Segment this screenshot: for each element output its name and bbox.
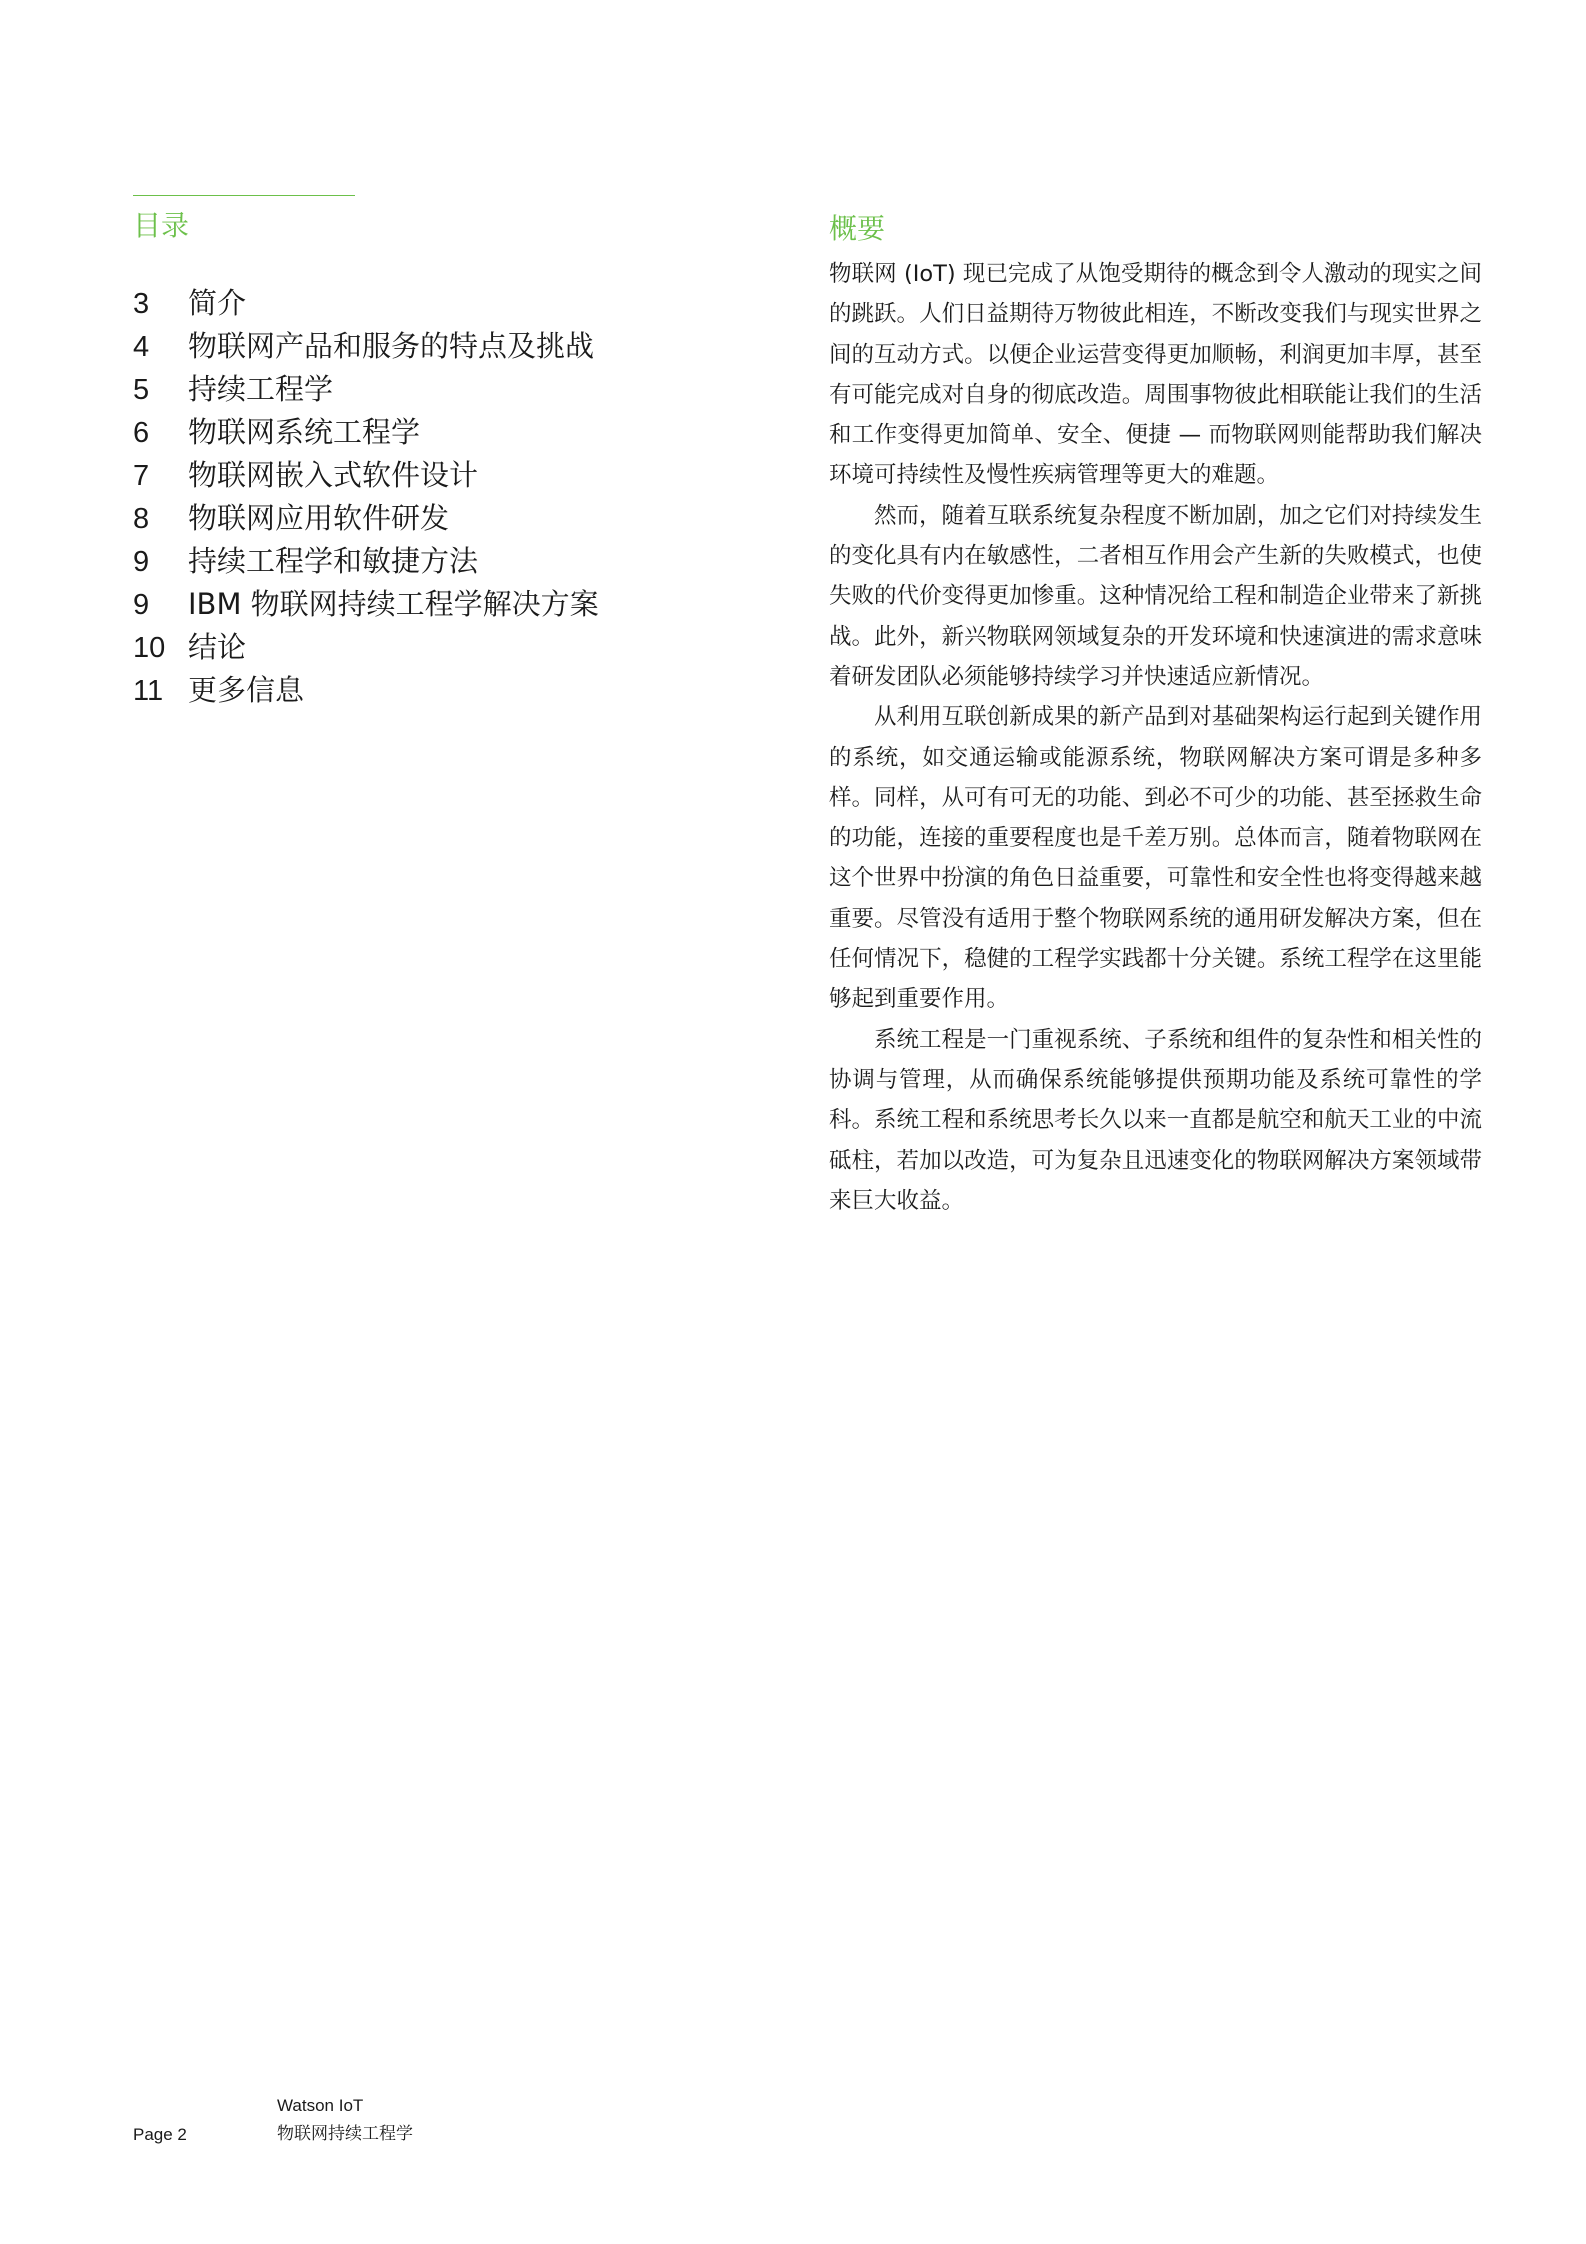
- toc-heading: 目录: [133, 209, 190, 242]
- toc-page-number: 10: [133, 632, 166, 664]
- toc-page-number: 11: [133, 675, 164, 707]
- summary-body: [829, 254, 1482, 1221]
- toc-page-number: 8: [133, 503, 150, 535]
- toc-page-number: 9: [133, 546, 150, 578]
- toc-item[interactable]: [133, 411, 599, 454]
- toc-page-number: 5: [133, 374, 150, 406]
- toc-page-number: 9: [133, 589, 150, 621]
- summary-heading: 概要: [829, 212, 886, 245]
- toc-label: 物联网产品和服务的特点及挑战: [188, 329, 595, 363]
- toc-label: 物联网应用软件研发: [188, 501, 450, 535]
- summary-paragraph: 从利用互联创新成果的新产品到对基础架构运行起到关键作用的系统，如交通运输或能源系统，物联网解决方案可谓是多种多样。同样，从可有可无的功能、到必不可少的功能、甚至拯救生命的功能，连接的重要程度也是千差万别。总体而言，随着物联网在这个世界中扮演的角色日益重要，可靠性和安全性也将变得越来越重要。尽管没有适用于整个物联网系统的通用研发解决方案，但在任何情况下，稳健的工程学实践都十分关键。系统工程学在这里能够起到重要作用。: [829, 704, 1482, 1013]
- summary-paragraph: 系统工程是一门重视系统、子系统和组件的复杂性和相关性的协调与管理，从而确保系统能够提供预期功能及系统可靠性的学科。系统工程和系统思考长久以来一直都是航空和航天工业的中流砥柱，若加以改造，可为复杂且迅速变化的物联网解决方案领域带来巨大收益。: [829, 1026, 1482, 1214]
- page-number: Page 2: [133, 2125, 187, 2144]
- toc-item[interactable]: [133, 325, 599, 368]
- footer-document-title: 物联网持续工程学: [277, 2124, 413, 2144]
- footer-brand: Watson IoT: [277, 2096, 364, 2115]
- toc-label: 物联网嵌入式软件设计: [188, 458, 479, 492]
- toc-item[interactable]: [133, 669, 599, 712]
- summary-paragraph: 物联网 (IoT) 现已完成了从饱受期待的概念到令人激动的现实之间的跳跃。人们日益期待万物彼此相连，不断改变我们与现实世界之间的互动方式。以便企业运营变得更加顺畅，利润更加丰厚，甚至有可能完成对自身的彻底改造。周围事物彼此相联能让我们的生活和工作变得更加简单、安全、便捷 — 而物联网则能帮助我们解决环境可持续性及慢性疾病管理等更大的难题。: [829, 261, 1482, 489]
- toc-item[interactable]: [133, 626, 599, 669]
- toc-page-number: 3: [133, 288, 150, 320]
- toc-label: 持续工程学和敏捷方法: [188, 544, 479, 578]
- summary-paragraph: 然而，随着互联系统复杂程度不断加剧，加之它们对持续发生的变化具有内在敏感性，二者相互作用会产生新的失败模式，也使失败的代价变得更加惨重。这种情况给工程和制造企业带来了新挑战。此外，新兴物联网领域复杂的开发环境和快速演进的需求意味着研发团队必须能够持续学习并快速适应新情况。: [829, 502, 1482, 690]
- toc-page-number: 7: [133, 460, 150, 492]
- toc-item[interactable]: [133, 368, 599, 411]
- toc-item[interactable]: [133, 454, 599, 497]
- toc-label: IBM 物联网持续工程学解决方案: [188, 587, 599, 621]
- toc-label: 结论: [188, 630, 247, 664]
- toc-divider: [133, 195, 355, 196]
- toc-label: 简介: [188, 286, 247, 320]
- toc-label: 持续工程学: [188, 372, 334, 406]
- toc-page-number: 4: [133, 331, 150, 363]
- toc-label: 物联网系统工程学: [188, 415, 421, 449]
- toc-item[interactable]: [133, 282, 599, 325]
- toc-item[interactable]: [133, 583, 599, 626]
- toc-page-number: 6: [133, 417, 150, 449]
- toc-label: 更多信息: [188, 673, 305, 707]
- toc-item[interactable]: [133, 497, 599, 540]
- toc-item[interactable]: [133, 540, 599, 583]
- table-of-contents: [133, 282, 599, 712]
